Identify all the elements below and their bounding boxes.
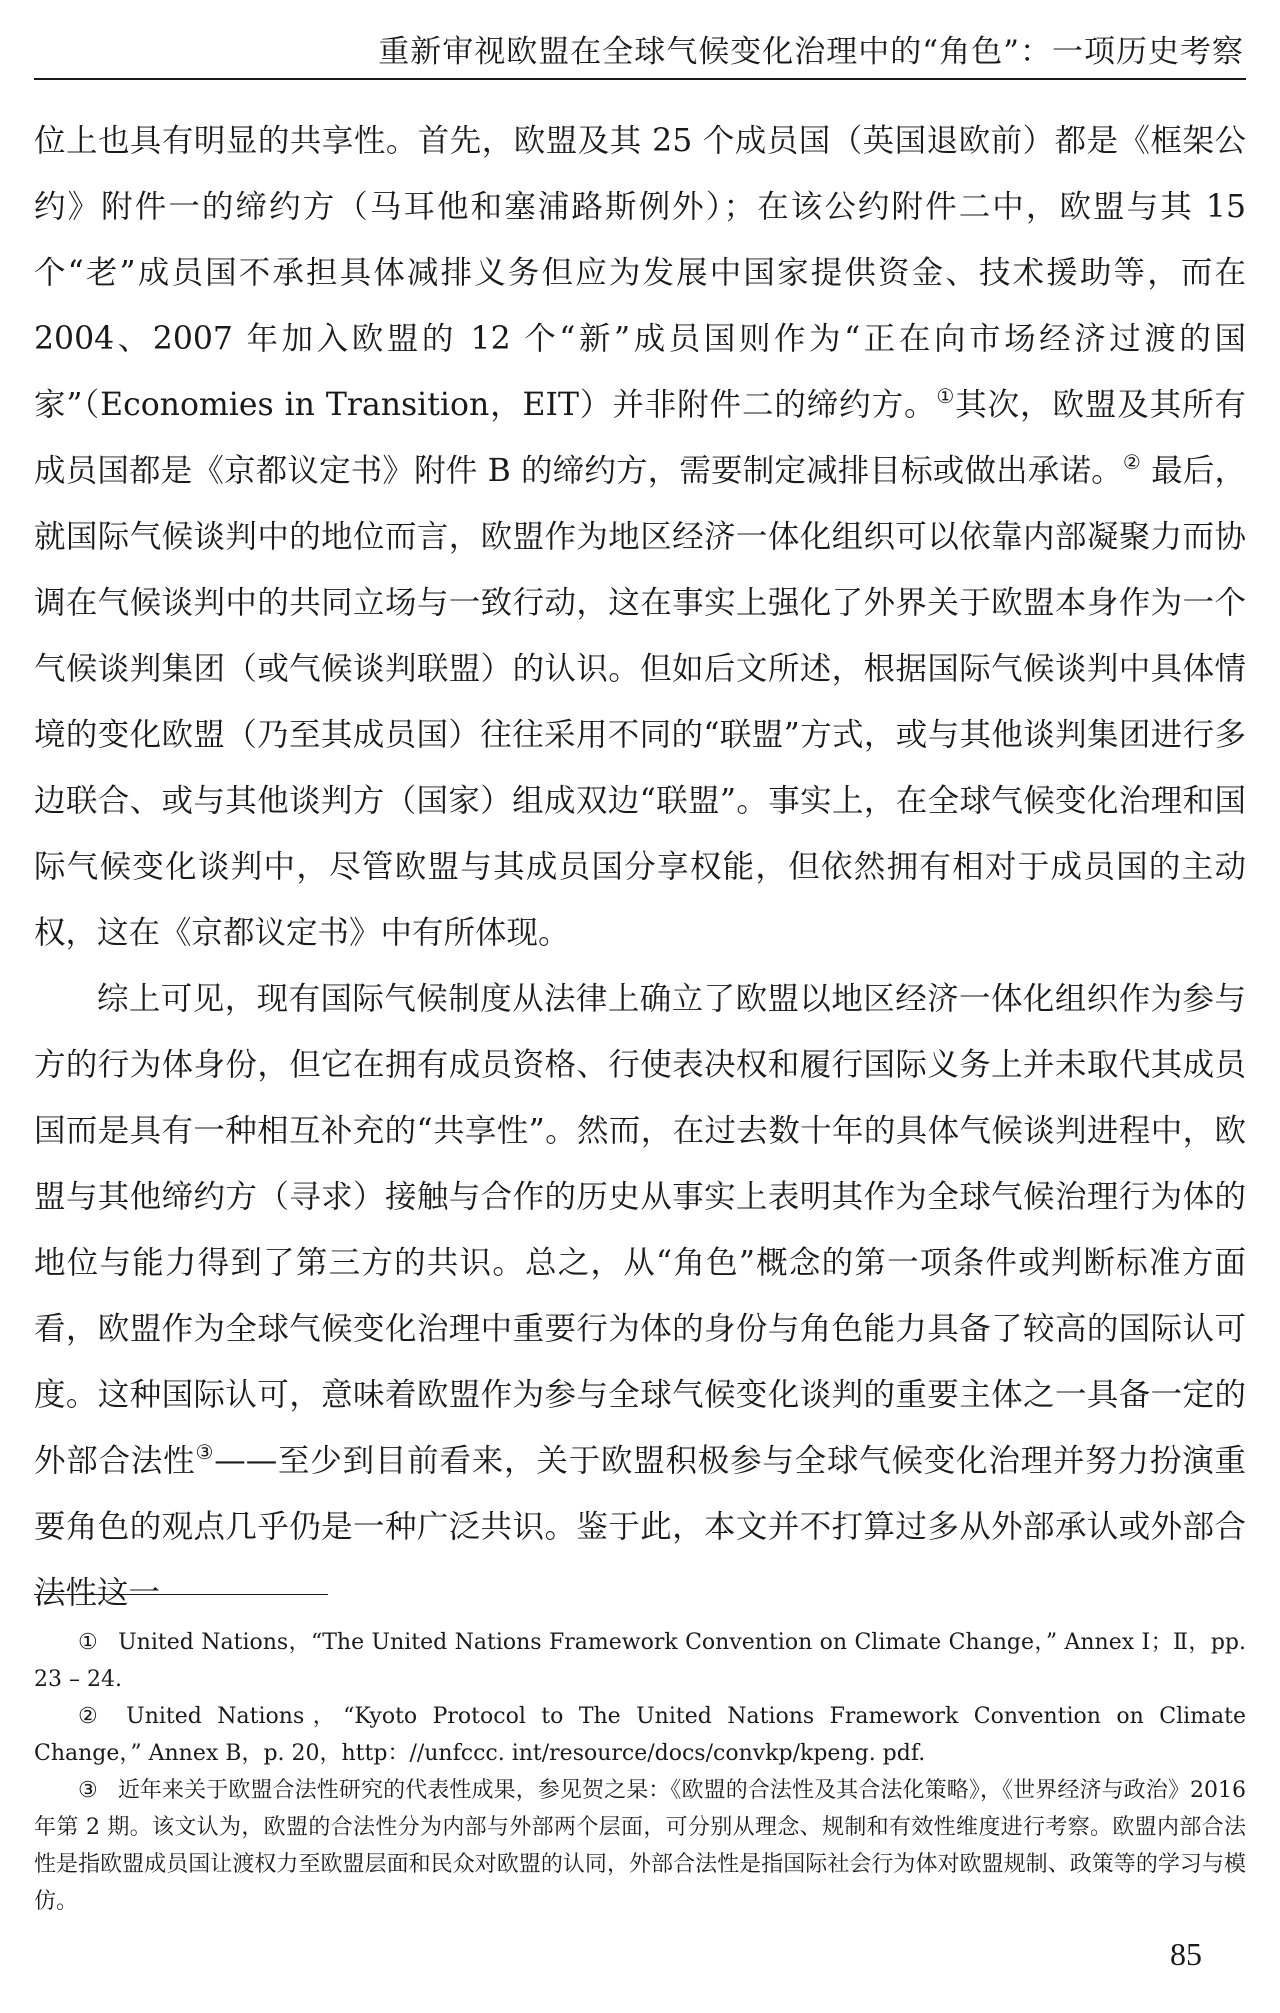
paragraph-1 (34, 108, 1246, 966)
footnote-2-marker: ② (78, 1704, 107, 1729)
footnote-3 (34, 1772, 1246, 1920)
paragraph-2-part-a: 综上可见，现有国际气候制度从法律上确立了欧盟以地区经济一体化组织作为参与方的行为体身份，但它在拥有成员资格、行使表决权和履行国际义务上并未取代其成员国而是具有一种相互补充的“共享性”。然而，在过去数十年的具体气候谈判进程中，欧盟与其他缔约方（寻求）接触与合作的历史从事实上表明其作为全球气候治理行为体的地位与能力得到了第三方的共识。总之，从“角色”概念的第一项条件或判断标准方面看，欧盟作为全球气候变化治理中重要行为体的身份与角色能力具备了较高的国际认可度。这种国际认可，意味着欧盟作为参与全球气候变化谈判的重要主体之一具备一定的外部合法性 (34, 981, 1246, 1479)
paragraph-2 (34, 966, 1246, 1626)
footnote-ref-3[interactable]: ③ (195, 1440, 215, 1464)
paragraph-1-part-a: 位上也具有明显的共享性。首先，欧盟及其 25 个成员国（英国退欧前）都是《框架公约》附件一的缔约方（马耳他和塞浦路斯例外）；在该公约附件二中，欧盟与其 15 个“老”成员国不承担具体减排义务但应为发展中国家提供资金、技术援助等，而在 2004、2007 年加入欧盟的 12 个“新”成员国则作为“正在向市场经济过渡的国家”（Economies in Transition，EIT）并非附件二的缔约方。 (34, 123, 1246, 423)
header-rule (34, 78, 1246, 80)
footnote-1-text: United Nations，“The United Nations Framework Convention on Climate Change，” Annex Ⅰ；Ⅱ，pp. 23 – 24. (34, 1630, 1246, 1692)
footnote-3-marker: ③ (78, 1778, 98, 1803)
body-text (34, 108, 1246, 1626)
footnote-1 (34, 1624, 1246, 1698)
footnote-ref-2[interactable]: ② (1122, 450, 1141, 474)
paragraph-1-part-b: 其次，欧盟及其所有成员国都是《京都议定书》附件 B 的缔约方，需要制定减排目标或做出承诺。 (34, 387, 1246, 489)
footnote-2-text: United Nations，“Kyoto Protocol to The United Nations Framework Convention on Climate Change，” Annex B，p. 20，http：//unfccc. int/resource/docs/convkp/kpeng. pdf. (34, 1704, 1246, 1766)
running-header: 重新审视欧盟在全球气候变化治理中的“角色”：一项历史考察 (378, 34, 1244, 70)
footnotes (34, 1624, 1246, 1920)
page-number: 85 (1170, 1936, 1202, 1972)
footnote-3-text: 近年来关于欧盟合法性研究的代表性成果，参见贺之杲：《欧盟的合法性及其合法化策略》，《世界经济与政治》2016 年第 2 期。该文认为，欧盟的合法性分为内部与外部两个层面，可分别从理念、规制和有效性维度进行考察。欧盟内部合法性是指欧盟成员国让渡权力至欧盟层面和民众对欧盟的认同，外部合法性是指国际社会行为体对欧盟规制、政策等的学习与模仿。 (34, 1778, 1246, 1914)
footnote-2 (34, 1698, 1246, 1772)
footnote-ref-1[interactable]: ① (936, 384, 956, 408)
footnote-rule (34, 1594, 328, 1595)
paragraph-2-part-b: ——至少到目前看来，关于欧盟积极参与全球气候变化治理并努力扮演重要角色的观点几乎仍是一种广泛共识。鉴于此，本文并不打算过多从外部承认或外部合法性这一 (34, 1443, 1246, 1611)
paragraph-1-part-c: 最后，就国际气候谈判中的地位而言，欧盟作为地区经济一体化组织可以依靠内部凝聚力而协调在气候谈判中的共同立场与一致行动，这在事实上强化了外界关于欧盟本身作为一个气候谈判集团（或气候谈判联盟）的认识。但如后文所述，根据国际气候谈判中具体情境的变化欧盟（乃至其成员国）往往采用不同的“联盟”方式，或与其他谈判集团进行多边联合、或与其他谈判方（国家）组成双边“联盟”。事实上，在全球气候变化治理和国际气候变化谈判中，尽管欧盟与其成员国分享权能，但依然拥有相对于成员国的主动权，这在《京都议定书》中有所体现。 (34, 453, 1246, 951)
footnote-1-marker: ① (78, 1630, 99, 1655)
